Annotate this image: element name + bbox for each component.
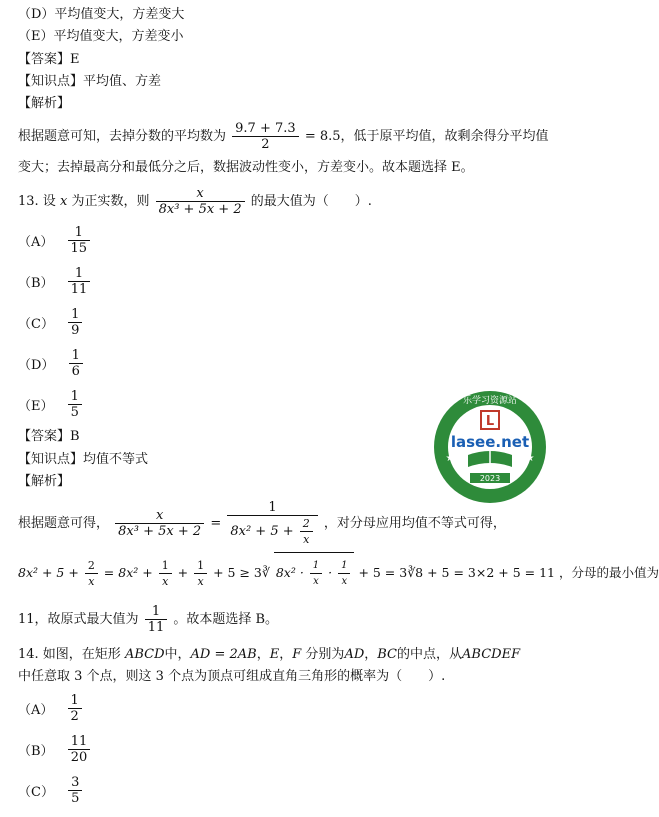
question-13: 13. 设 x 为正实数，则 $\frac{x}{\text{8x³ + 5x + 2}}$ 的最大值为（ ）.	[18, 186, 372, 217]
lasee-stamp-logo	[432, 389, 548, 505]
average-fraction: $\frac{9.7 + 7.3}{2}$	[232, 121, 299, 152]
analysis-label-2: 【解析】	[18, 474, 71, 489]
question-14-line-1: 14. 如图，在矩形 ABCD中，AD = 2AB，E，F 分别为AD，BC的中点，从ABCDEF	[18, 647, 521, 662]
star-icon-left: ★	[445, 453, 455, 464]
solution-line-3: 根据题意可得， $\frac{x}{\text{8x³ + 5x + 2}}$ = 1 8x² + 5 + $\frac{2}{x}$ ，对分母应用均值不等式可得，	[18, 500, 506, 546]
star-icon-right: ★	[525, 453, 535, 464]
solution-line-2: 变大；去掉最高分和最低分之后，数据波动性变小，方差变小。故本题选择 E。	[18, 160, 474, 175]
q14-option-a: （A） $\frac{1}{2}$	[18, 693, 84, 724]
analysis-label-1: 【解析】	[18, 96, 71, 111]
solution-line-1: 根据题意可知，去掉分数的平均数为 $\frac{9.7 + 7.3}{2}$ = 8.5，低于原平均值，故剩余得分平均值	[18, 121, 549, 152]
s3-fraction-1: $\frac{x}{\text{8x³ + 5x + 2}}$	[115, 508, 204, 539]
knowledge-point-1: 【知识点】平均值、方差	[18, 74, 162, 89]
q13-option-d: （D） $\frac{1}{6}$	[18, 348, 85, 379]
option-e-line: （E）平均值变大，方差变小	[18, 29, 184, 44]
q14-option-c: （C） $\frac{3}{5}$	[18, 775, 84, 806]
s3-fraction-2: 1 8x² + 5 + $\frac{2}{x}$	[227, 500, 317, 547]
q13-option-c: （C） $\frac{1}{9}$	[18, 307, 84, 338]
stamp-year: 2023	[479, 474, 501, 483]
knowledge-point-2: 【知识点】均值不等式	[18, 452, 149, 467]
solution-line-4: 8x² + 5 + $\frac{2}{x}$ = 8x² + $\frac{1}{x}$ + $\frac{1}{x}$ + 5 ≥ 3∛ 8x² · $\frac{1}{x}$ · $\frac{1}{x}$ + 5 = 3∛8 + 5 = 3×2 + 5 = 11 ，分母的最小值为	[18, 552, 659, 593]
option-d-line: （D）平均值变大，方差变大	[18, 7, 185, 22]
answer-label-1: 【答案】E	[18, 52, 80, 67]
stamp-site-text: lasee.net	[450, 433, 530, 451]
question-14-line-2: 中任意取 3 个点，则这 3 个点为顶点可组成直角三角形的概率为（ ）.	[18, 669, 446, 684]
stamp-ring-text: 乐学习资源站	[462, 396, 518, 406]
solution-line-5: 11，故原式最大值为 $\frac{1}{11}$ 。故本题选择 B。	[18, 604, 279, 635]
stamp-logo-letter: L	[485, 414, 495, 429]
question-13-fraction: $\frac{x}{\text{8x³ + 5x + 2}}$	[156, 186, 245, 217]
q14-option-b: （B） $\frac{11}{20}$	[18, 734, 92, 765]
q13-option-e: （E） $\frac{1}{5}$	[18, 389, 84, 420]
q13-option-a: （A） $\frac{1}{15}$	[18, 225, 92, 256]
q13-option-b: （B） $\frac{1}{11}$	[18, 266, 92, 297]
answer-label-2: 【答案】B	[18, 429, 80, 444]
